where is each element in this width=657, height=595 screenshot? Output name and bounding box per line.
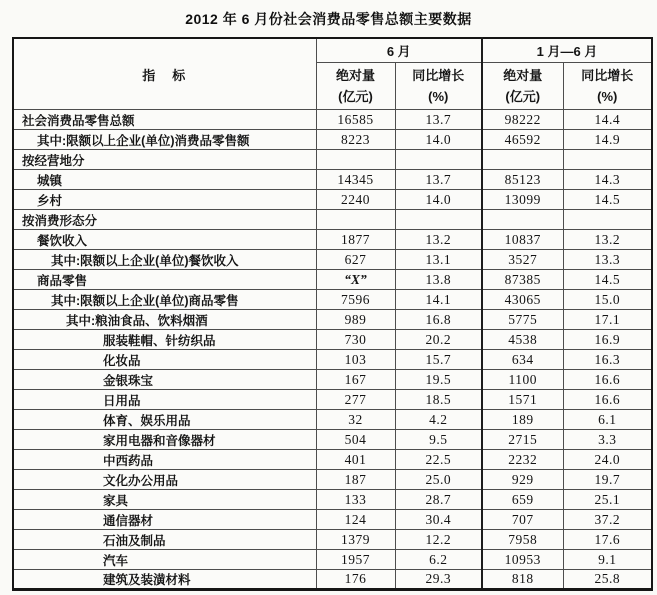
cell-cum-growth: 3.3 xyxy=(563,430,652,450)
row-label: 化妆品 xyxy=(13,350,316,370)
cell-cum-absolute: 2715 xyxy=(482,430,563,450)
data-table xyxy=(12,37,653,591)
table-row xyxy=(13,150,652,170)
cell-june-growth: 6.2 xyxy=(395,550,482,570)
cell-june-absolute: 103 xyxy=(316,350,395,370)
cell-june-absolute: 167 xyxy=(316,370,395,390)
cell-june-absolute: 277 xyxy=(316,390,395,410)
col-header-jan-june: 1 月—6 月 xyxy=(482,38,652,63)
cell-cum-growth: 13.3 xyxy=(563,250,652,270)
table-row xyxy=(13,490,652,510)
cell-cum-absolute: 659 xyxy=(482,490,563,510)
subheader-cum-growth xyxy=(563,63,652,110)
cell-cum-absolute: 7958 xyxy=(482,530,563,550)
row-label: 金银珠宝 xyxy=(13,370,316,390)
cell-cum-growth: 24.0 xyxy=(563,450,652,470)
cell-june-absolute: 504 xyxy=(316,430,395,450)
cell-june-growth: 28.7 xyxy=(395,490,482,510)
cell-june-absolute: 8223 xyxy=(316,130,395,150)
cell-cum-growth xyxy=(563,150,652,170)
table-row xyxy=(13,170,652,190)
cell-june-growth: 29.3 xyxy=(395,570,482,590)
cell-cum-absolute: 1571 xyxy=(482,390,563,410)
cell-june-absolute: 401 xyxy=(316,450,395,470)
cell-cum-absolute: 4538 xyxy=(482,330,563,350)
cell-june-absolute: 627 xyxy=(316,250,395,270)
cell-cum-growth: 16.9 xyxy=(563,330,652,350)
cell-june-growth: 19.5 xyxy=(395,370,482,390)
cell-june-growth: 14.1 xyxy=(395,290,482,310)
table-row xyxy=(13,270,652,290)
cell-cum-growth: 14.5 xyxy=(563,190,652,210)
row-label: 其中:限额以上企业(单位)餐饮收入 xyxy=(13,250,316,270)
subheader-growth-label: 同比增长 xyxy=(412,68,465,83)
page-title: 2012 年 6 月份社会消费品零售总额主要数据 xyxy=(185,11,472,27)
subheader-absolute-label: 绝对量 xyxy=(503,68,543,83)
cell-june-growth: 4.2 xyxy=(395,410,482,430)
cell-cum-absolute: 85123 xyxy=(482,170,563,190)
cell-june-growth: 18.5 xyxy=(395,390,482,410)
cell-cum-absolute: 929 xyxy=(482,470,563,490)
cell-cum-growth: 9.1 xyxy=(563,550,652,570)
table-row xyxy=(13,290,652,310)
table-row xyxy=(13,350,652,370)
subheader-absolute-unit: (亿元) xyxy=(338,89,373,104)
table-body xyxy=(13,110,652,590)
table-row xyxy=(13,430,652,450)
cell-cum-absolute: 5775 xyxy=(482,310,563,330)
row-label: 建筑及装潢材料 xyxy=(13,570,316,590)
cell-june-absolute: 133 xyxy=(316,490,395,510)
subheader-absolute-unit: (亿元) xyxy=(505,89,541,104)
cell-cum-growth: 25.1 xyxy=(563,490,652,510)
cell-cum-absolute xyxy=(482,150,563,170)
cell-cum-absolute: 707 xyxy=(482,510,563,530)
row-label: 商品零售 xyxy=(13,270,316,290)
table-row xyxy=(13,190,652,210)
cell-cum-growth: 37.2 xyxy=(563,510,652,530)
col-header-indicator: 指 标 xyxy=(13,38,316,110)
cell-cum-absolute: 13099 xyxy=(482,190,563,210)
cell-june-growth: 13.8 xyxy=(395,270,482,290)
cell-june-growth: 25.0 xyxy=(395,470,482,490)
table-row xyxy=(13,310,652,330)
row-label: 其中:限额以上企业(单位)消费品零售额 xyxy=(13,130,316,150)
subheader-growth-label: 同比增长 xyxy=(581,68,634,83)
cell-june-growth xyxy=(395,210,482,230)
cell-june-growth xyxy=(395,150,482,170)
subheader-june-absolute xyxy=(316,63,395,110)
cell-june-growth: 12.2 xyxy=(395,530,482,550)
table-row xyxy=(13,210,652,230)
cell-june-absolute: 1379 xyxy=(316,530,395,550)
cell-june-growth: 15.7 xyxy=(395,350,482,370)
cell-june-absolute: 32 xyxy=(316,410,395,430)
cell-cum-absolute: 3527 xyxy=(482,250,563,270)
cell-cum-growth: 14.3 xyxy=(563,170,652,190)
cell-cum-growth: 16.6 xyxy=(563,390,652,410)
cell-cum-absolute: 1100 xyxy=(482,370,563,390)
cell-cum-growth: 6.1 xyxy=(563,410,652,430)
cell-june-growth: 14.0 xyxy=(395,130,482,150)
row-label: 其中:粮油食品、饮料烟酒 xyxy=(13,310,316,330)
cell-june-absolute: 1877 xyxy=(316,230,395,250)
row-label: 餐饮收入 xyxy=(13,230,316,250)
cell-june-absolute xyxy=(316,150,395,170)
row-label: 日用品 xyxy=(13,390,316,410)
cell-june-absolute: 187 xyxy=(316,470,395,490)
table-row xyxy=(13,230,652,250)
table-row xyxy=(13,570,652,590)
cell-june-growth: 13.2 xyxy=(395,230,482,250)
cell-cum-absolute: 46592 xyxy=(482,130,563,150)
cell-cum-growth: 17.1 xyxy=(563,310,652,330)
cell-cum-growth: 14.5 xyxy=(563,270,652,290)
cell-june-growth: 22.5 xyxy=(395,450,482,470)
cell-cum-absolute: 189 xyxy=(482,410,563,430)
cell-cum-growth: 19.7 xyxy=(563,470,652,490)
row-label: 乡村 xyxy=(13,190,316,210)
cell-cum-absolute xyxy=(482,210,563,230)
cell-june-absolute: 7596 xyxy=(316,290,395,310)
table-row xyxy=(13,250,652,270)
row-label: 石油及制品 xyxy=(13,530,316,550)
table-row xyxy=(13,550,652,570)
cell-june-absolute: 1957 xyxy=(316,550,395,570)
cell-cum-absolute: 87385 xyxy=(482,270,563,290)
cell-june-growth: 30.4 xyxy=(395,510,482,530)
cell-june-growth: 9.5 xyxy=(395,430,482,450)
table-row xyxy=(13,110,652,130)
cell-cum-absolute: 818 xyxy=(482,570,563,590)
row-label: 文化办公用品 xyxy=(13,470,316,490)
cell-cum-absolute: 10837 xyxy=(482,230,563,250)
cell-june-growth: 13.7 xyxy=(395,170,482,190)
cell-cum-growth: 25.8 xyxy=(563,570,652,590)
cell-june-absolute: 2240 xyxy=(316,190,395,210)
cell-june-absolute: 124 xyxy=(316,510,395,530)
cell-june-absolute: 14345 xyxy=(316,170,395,190)
table-row xyxy=(13,510,652,530)
cell-june-absolute: 730 xyxy=(316,330,395,350)
cell-cum-growth: 15.0 xyxy=(563,290,652,310)
row-label: 其中:限额以上企业(单位)商品零售 xyxy=(13,290,316,310)
row-label: 按消费形态分 xyxy=(13,210,316,230)
row-label: 体育、娱乐用品 xyxy=(13,410,316,430)
row-label: 城镇 xyxy=(13,170,316,190)
cell-cum-growth: 16.6 xyxy=(563,370,652,390)
cell-june-absolute xyxy=(316,210,395,230)
row-label: 服装鞋帽、针纺织品 xyxy=(13,330,316,350)
subheader-growth-unit: (%) xyxy=(428,89,449,104)
header-row-periods xyxy=(13,38,652,63)
cell-cum-growth xyxy=(563,210,652,230)
col-header-june: 6 月 xyxy=(316,38,482,63)
cell-june-growth: 16.8 xyxy=(395,310,482,330)
table-row xyxy=(13,390,652,410)
cell-cum-absolute: 98222 xyxy=(482,110,563,130)
table-row xyxy=(13,450,652,470)
table-row xyxy=(13,330,652,350)
cell-june-absolute: 16585 xyxy=(316,110,395,130)
cell-cum-growth: 14.9 xyxy=(563,130,652,150)
cell-june-absolute: “X” xyxy=(316,270,395,290)
row-label: 家用电器和音像器材 xyxy=(13,430,316,450)
row-label: 按经营地分 xyxy=(13,150,316,170)
subheader-june-growth xyxy=(395,63,482,110)
cell-cum-absolute: 10953 xyxy=(482,550,563,570)
cell-cum-absolute: 2232 xyxy=(482,450,563,470)
cell-june-growth: 13.1 xyxy=(395,250,482,270)
cell-cum-growth: 17.6 xyxy=(563,530,652,550)
row-label: 社会消费品零售总额 xyxy=(13,110,316,130)
cell-june-growth: 13.7 xyxy=(395,110,482,130)
subheader-absolute-label: 绝对量 xyxy=(335,68,375,83)
cell-june-absolute: 176 xyxy=(316,570,395,590)
cell-june-growth: 14.0 xyxy=(395,190,482,210)
subheader-growth-unit: (%) xyxy=(597,89,618,104)
cell-cum-absolute: 43065 xyxy=(482,290,563,310)
cell-june-growth: 20.2 xyxy=(395,330,482,350)
row-label: 通信器材 xyxy=(13,510,316,530)
table-row xyxy=(13,370,652,390)
row-label: 中西药品 xyxy=(13,450,316,470)
cell-june-absolute: 989 xyxy=(316,310,395,330)
row-label: 汽车 xyxy=(13,550,316,570)
table-row xyxy=(13,470,652,490)
cell-cum-growth: 13.2 xyxy=(563,230,652,250)
table-row xyxy=(13,410,652,430)
cell-cum-growth: 14.4 xyxy=(563,110,652,130)
table-row xyxy=(13,130,652,150)
cell-cum-absolute: 634 xyxy=(482,350,563,370)
cell-cum-growth: 16.3 xyxy=(563,350,652,370)
table-row xyxy=(13,530,652,550)
row-label: 家具 xyxy=(13,490,316,510)
subheader-cum-absolute xyxy=(482,63,563,110)
